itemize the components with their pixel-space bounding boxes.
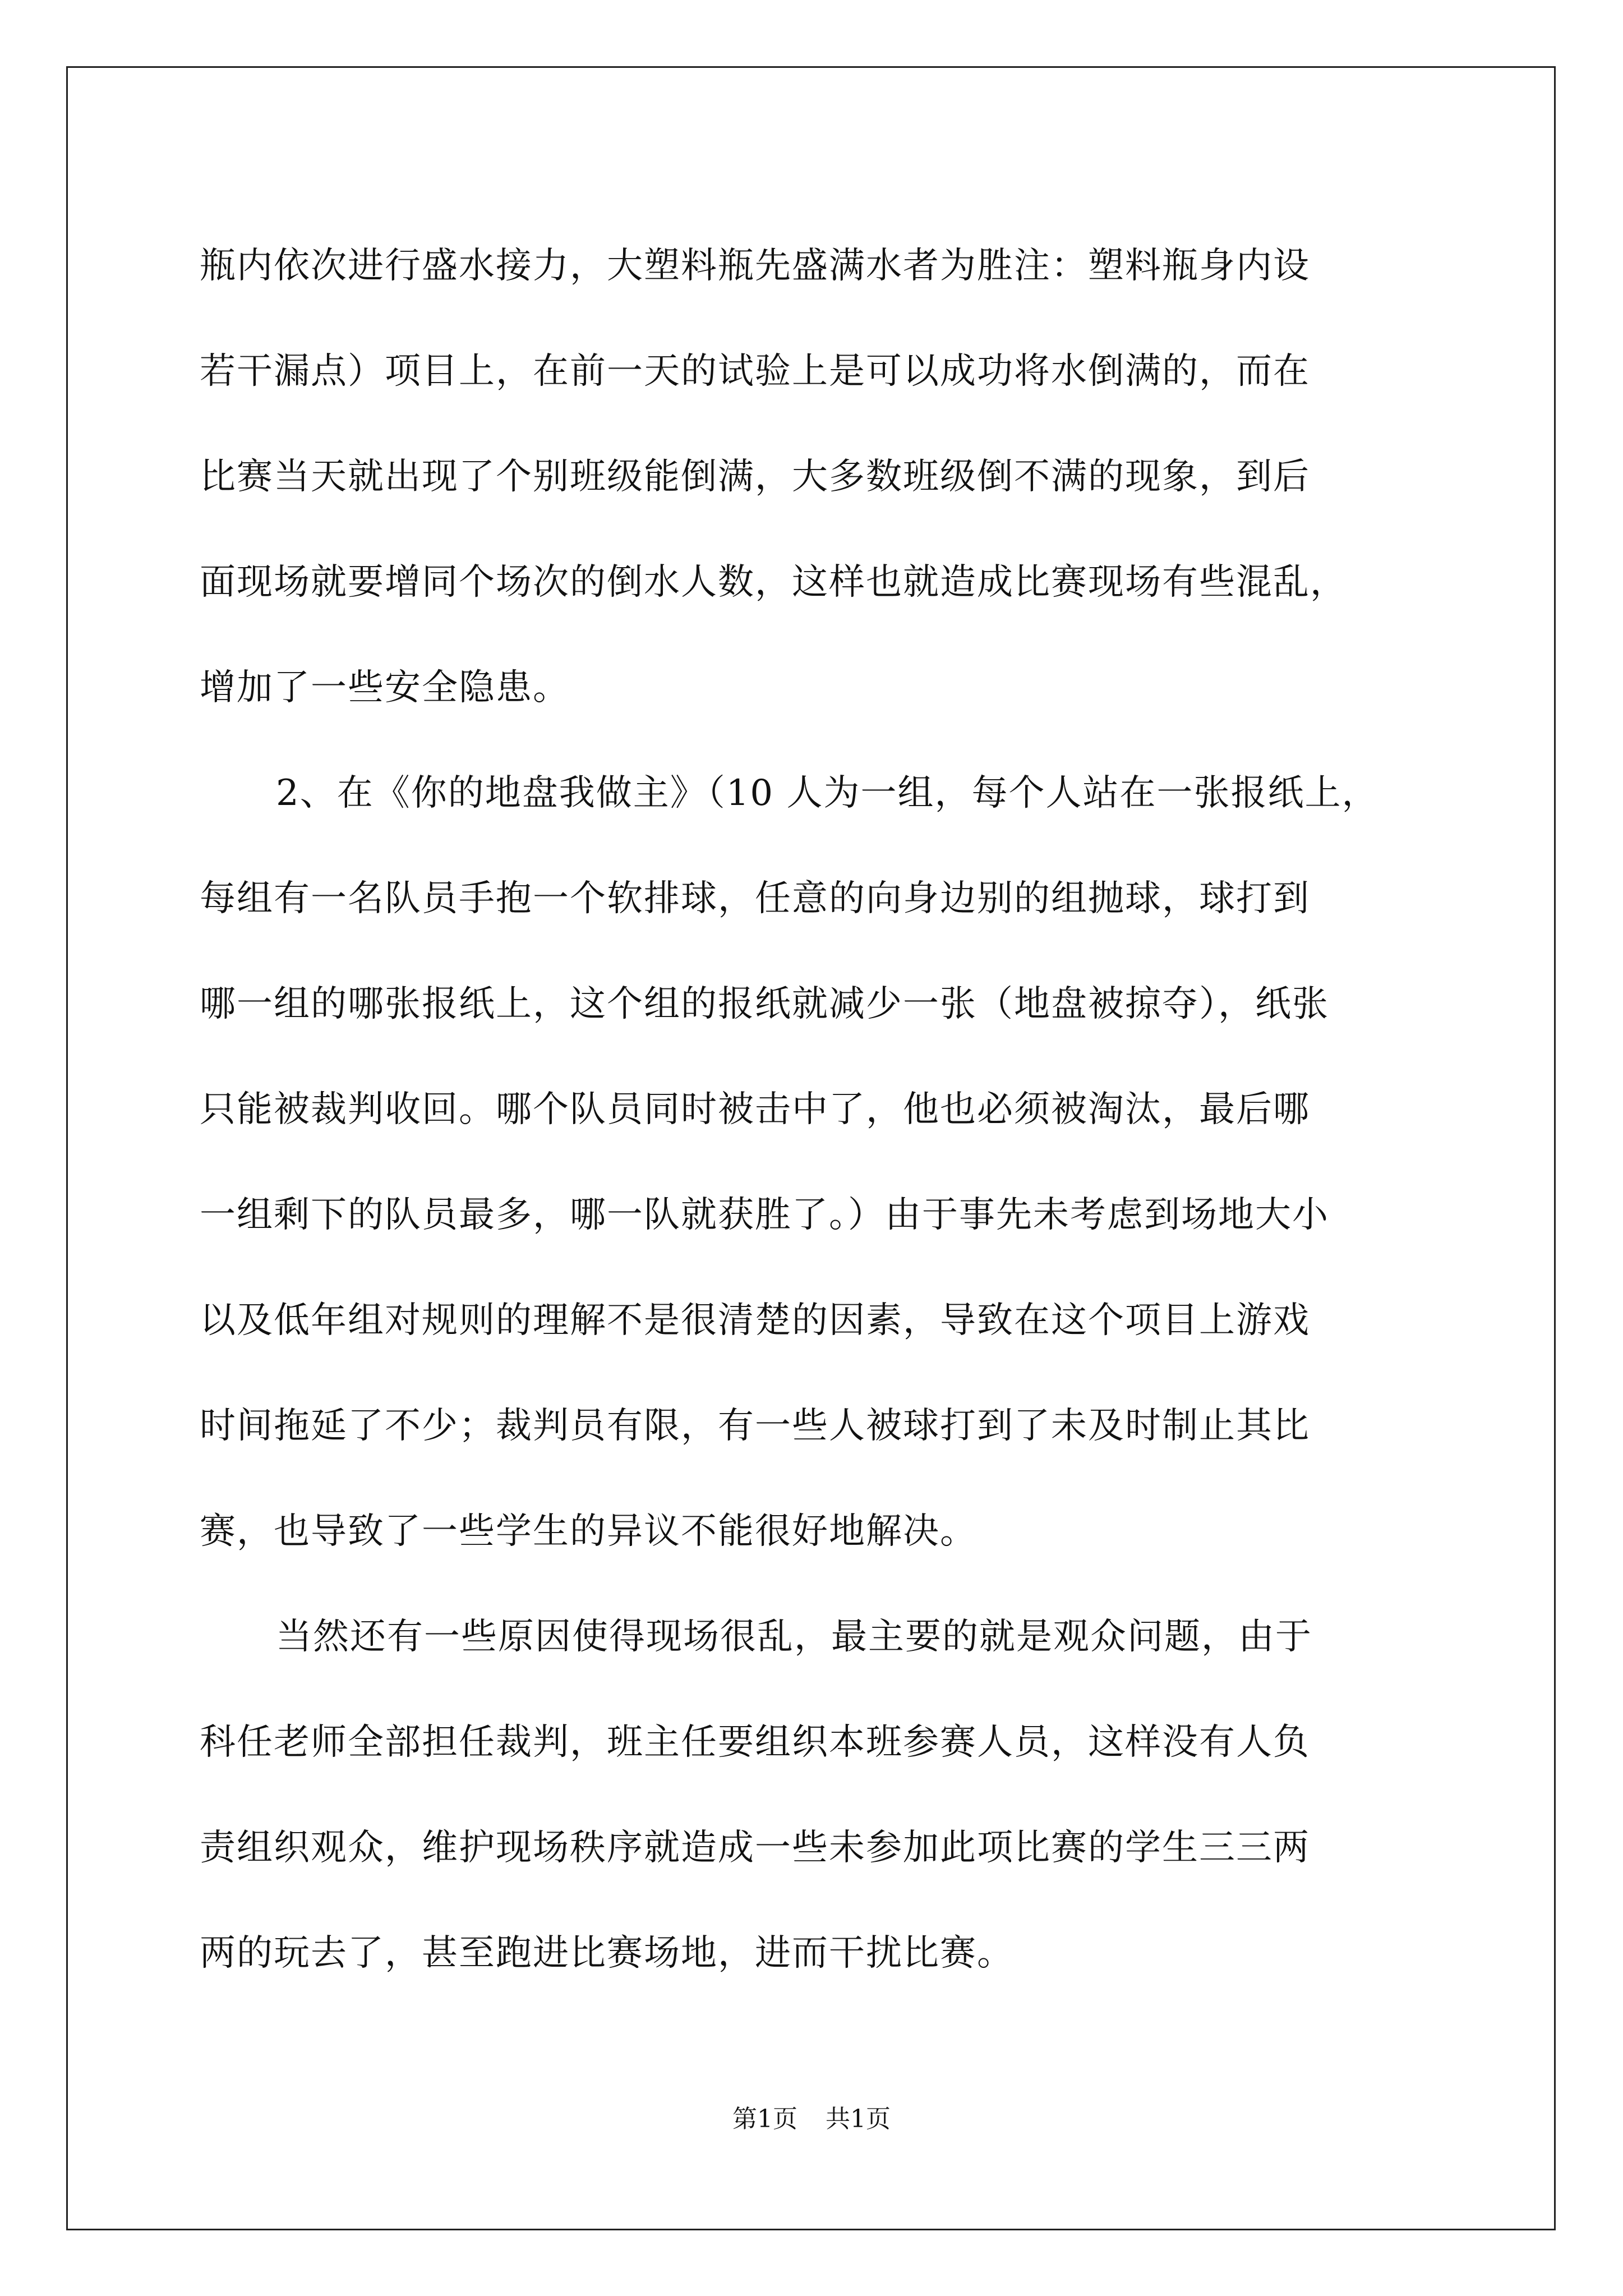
text-line: 面现场就要增同个场次的倒水人数，这样也就造成比赛现场有些混乱， <box>200 562 1347 603</box>
page-number-current: 第1页 <box>732 2105 797 2133</box>
text-line: 哪一组的哪张报纸上，这个组的报纸就减少一张（地盘被掠夺），纸张 <box>200 983 1329 1025</box>
text-line: 瓶内依次进行盛水接力，大塑料瓶先盛满水者为胜注：塑料瓶身内设 <box>200 245 1310 287</box>
text-line: 赛，也导致了一些学生的异议不能很好地解决。 <box>200 1511 977 1552</box>
paragraph-3 <box>200 1584 1422 2006</box>
text-line: 2、在《你的地盘我做主》（10 人为一组，每个人站在一张报纸上， <box>276 772 1379 814</box>
text-line: 只能被裁判收回。哪个队员同时被击中了，他也必须被淘汰，最后哪 <box>200 1089 1310 1130</box>
text-line: 每组有一名队员手抱一个软排球，任意的向身边别的组抛球，球打到 <box>200 878 1310 919</box>
text-line: 责组织观众，维护现场秩序就造成一些未参加此项比赛的学生三三两 <box>200 1827 1310 1869</box>
paragraph-1 <box>200 213 1422 740</box>
page-number-total: 共1页 <box>826 2105 891 2133</box>
text-line: 科任老师全部担任裁判，班主任要组织本班参赛人员，这样没有人负 <box>200 1722 1310 1763</box>
text-line: 以及低年组对规则的理解不是很清楚的因素，导致在这个项目上游戏 <box>200 1300 1310 1341</box>
text-line: 时间拖延了不少；裁判员有限，有一些人被球打到了未及时制止其比 <box>200 1405 1310 1447</box>
text-line: 一组剩下的队员最多，哪一队就获胜了。）由于事先未考虑到场地大小 <box>200 1194 1329 1236</box>
text-line: 增加了一些安全隐患。 <box>200 667 570 708</box>
paragraph-2 <box>200 740 1422 1584</box>
text-line: 比赛当天就出现了个别班级能倒满，大多数班级倒不满的现象，到后 <box>200 456 1310 498</box>
text-line: 若干漏点）项目上，在前一天的试验上是可以成功将水倒满的，而在 <box>200 351 1310 392</box>
text-line: 当然还有一些原因使得现场很乱，最主要的就是观众问题，由于 <box>276 1616 1312 1658</box>
document-body <box>200 213 1422 2006</box>
page-footer <box>0 2102 1623 2136</box>
text-line: 两的玩去了，甚至跑进比赛场地，进而干扰比赛。 <box>200 1932 1014 1974</box>
